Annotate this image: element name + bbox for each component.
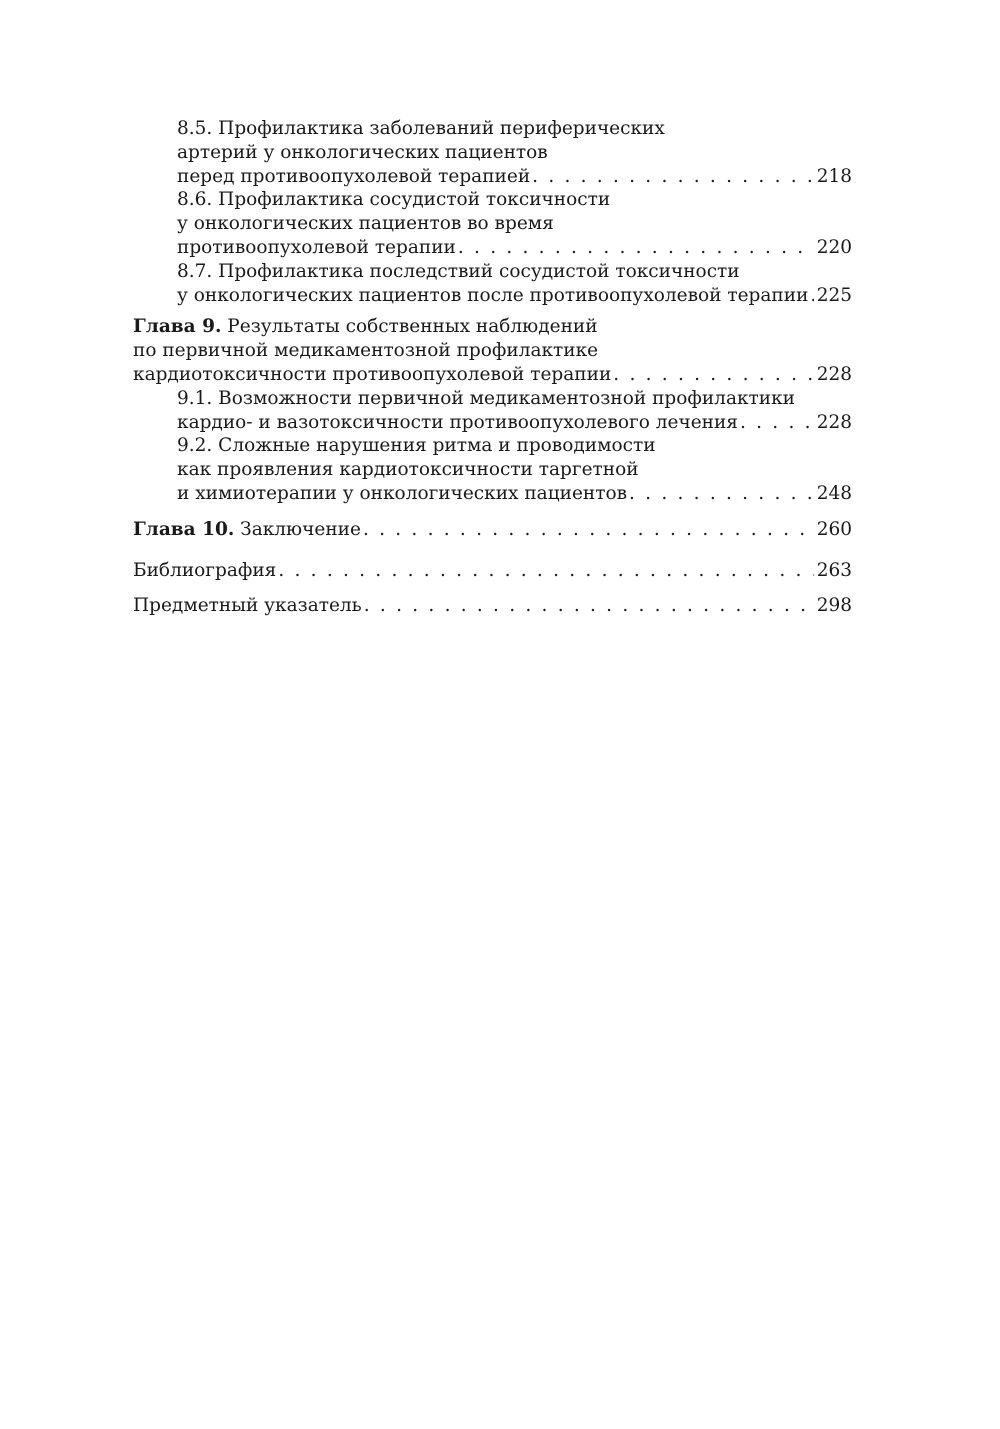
dot-leader <box>458 236 814 260</box>
toc-entry-text: 8.6. Профилактика сосудистой токсичности <box>177 189 611 211</box>
dot-leader <box>278 559 813 583</box>
toc-entry-text: по первичной медикаментозной профилактике <box>133 340 599 362</box>
dot-leader <box>613 363 813 387</box>
page-number: 220 <box>816 236 852 258</box>
toc-entry-bibliography[interactable] <box>133 559 852 583</box>
page-number: 263 <box>816 559 852 581</box>
toc-entry-chapter-10[interactable] <box>133 518 852 542</box>
toc-entry-text: 9.2. Сложные нарушения ритма и проводимости <box>177 435 656 457</box>
chapter-label: Глава 10. <box>133 518 235 540</box>
toc-entry-text: Заключение <box>240 518 361 540</box>
dot-leader <box>364 594 814 618</box>
toc-entry-text: перед противоопухолевой терапией <box>177 165 531 187</box>
toc-entry-text: кардиотоксичности противоопухолевой терапии <box>133 363 612 385</box>
dot-leader <box>740 411 814 435</box>
toc-entry-text: 9.1. Возможности первичной медикаментозной профилактики <box>177 387 795 409</box>
page-number: 298 <box>816 595 852 617</box>
toc-entry-text: Результаты собственных наблюдений <box>227 316 598 338</box>
page-number: 260 <box>816 518 852 540</box>
page-number: 248 <box>816 482 852 504</box>
page-number: 225 <box>816 284 852 306</box>
toc-entry-8-6[interactable] <box>133 188 852 259</box>
page-number: 218 <box>816 165 852 187</box>
toc-entry-text: и химиотерапии у онкологических пациентов <box>177 482 628 504</box>
dot-leader <box>532 165 814 189</box>
toc-entry-text: 8.7. Профилактика последствий сосудистой токсичности <box>177 260 740 282</box>
toc-entry-8-5[interactable] <box>133 117 852 188</box>
toc-entry-text: Предметный указатель <box>133 595 362 617</box>
toc-entry-text: у онкологических пациентов во время <box>177 213 554 235</box>
toc-entry-chapter-9[interactable] <box>133 315 852 386</box>
page-number: 228 <box>816 411 852 433</box>
dot-leader <box>363 518 814 542</box>
toc-entry-9-1[interactable] <box>133 387 852 435</box>
dot-leader <box>629 482 814 506</box>
toc-entry-text: у онкологических пациентов после противоопухолевой терапии <box>177 284 809 306</box>
toc-entry-text: 8.5. Профилактика заболеваний периферических <box>177 118 665 139</box>
toc-entry-text: Библиография <box>133 559 277 581</box>
page-number: 228 <box>816 363 852 385</box>
toc-entry-9-2[interactable] <box>133 434 852 505</box>
toc-entry-text: артерий у онкологических пациентов <box>177 141 548 163</box>
table-of-contents <box>133 117 852 618</box>
toc-entry-8-7[interactable] <box>133 260 852 308</box>
toc-entry-subject-index[interactable] <box>133 594 852 618</box>
toc-entry-text: кардио- и вазотоксичности противоопухолевого лечения <box>177 411 738 433</box>
dot-leader <box>810 284 813 308</box>
toc-entry-text: противоопухолевой терапии <box>177 236 456 258</box>
chapter-label: Глава 9. <box>133 316 222 338</box>
toc-entry-text: как проявления кардиотоксичности таргетной <box>177 459 639 481</box>
